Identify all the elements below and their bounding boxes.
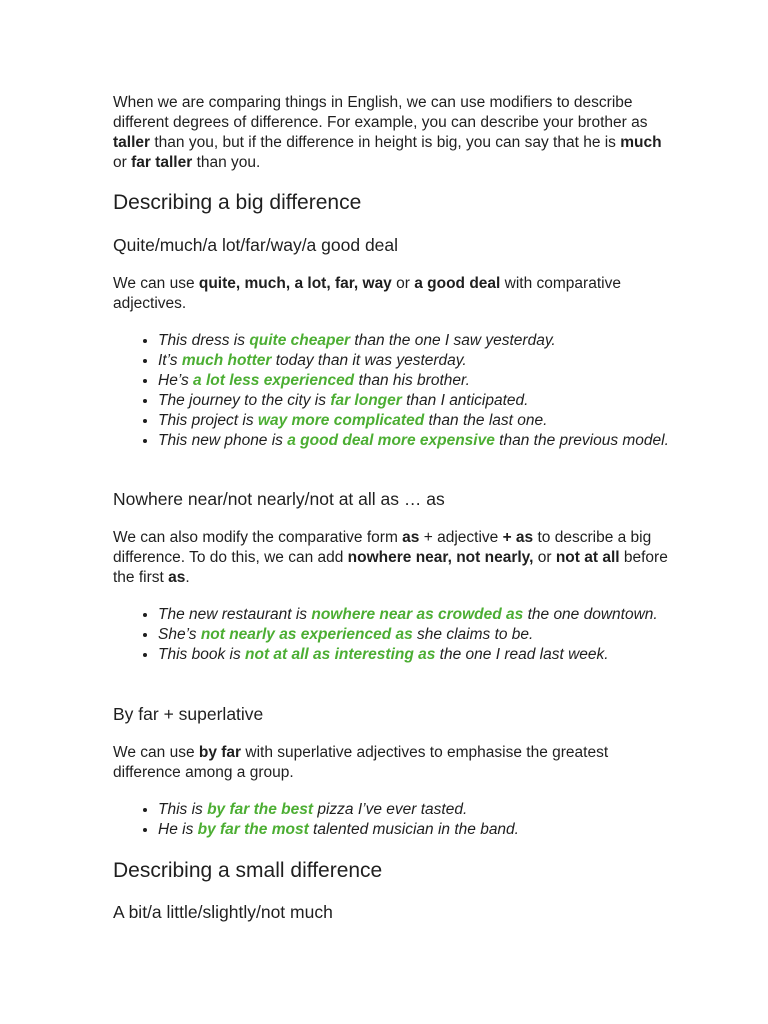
example-item: [158, 371, 698, 391]
example-post: pizza I’ve ever tasted.: [313, 801, 468, 818]
quite-examples-list: [113, 331, 698, 451]
intro-paragraph: [113, 93, 673, 173]
example-pre: She’s: [158, 626, 201, 643]
example-item: [158, 391, 698, 411]
example-highlight: a lot less experienced: [193, 372, 355, 389]
nowhere-examples-list: [113, 605, 698, 665]
example-post: she claims to be.: [412, 626, 534, 643]
example-post: than I anticipated.: [401, 392, 529, 409]
intro-text-3: or: [113, 154, 132, 171]
example-post: the one downtown.: [523, 606, 658, 623]
nowhere-bold-4: not at all: [555, 549, 620, 566]
example-post: than the last one.: [424, 412, 548, 429]
quite-text-2: or: [391, 275, 415, 292]
example-pre: He’s: [158, 372, 194, 389]
example-highlight: quite cheaper: [249, 332, 351, 349]
example-pre: This book is: [158, 646, 246, 663]
nowhere-text-4: or: [533, 549, 556, 566]
nowhere-paragraph: [113, 528, 673, 588]
example-item: [158, 605, 698, 625]
quite-bold-2: a good deal: [414, 275, 501, 292]
example-pre: This dress is: [158, 332, 250, 349]
example-post: than the previous model.: [494, 432, 669, 449]
example-pre: This new phone is: [158, 432, 288, 449]
example-post: talented musician in the band.: [308, 821, 519, 838]
nowhere-bold-5: as: [168, 569, 186, 586]
byfar-text-1: We can use: [113, 744, 199, 761]
example-pre: He is: [158, 821, 198, 838]
example-highlight: far longer: [330, 392, 402, 409]
example-highlight: a good deal more expensive: [287, 432, 495, 449]
quite-paragraph: [113, 274, 673, 314]
example-post: than the one I saw yesterday.: [350, 332, 556, 349]
example-highlight: by far the best: [207, 801, 314, 818]
nowhere-bold-3: nowhere near, not nearly,: [347, 549, 534, 566]
example-item: [158, 625, 698, 645]
nowhere-text-2: + adjective: [419, 529, 503, 546]
nowhere-text-3: to describe a big difference. To do this, we can add: [113, 529, 652, 566]
example-post: today than it was yesterday.: [271, 352, 467, 369]
intro-text-4: than you.: [192, 154, 261, 171]
heading-a-bit: A bit/a little/slightly/not much: [113, 902, 333, 922]
byfar-paragraph: [113, 743, 673, 783]
nowhere-text-1: We can also modify the comparative form: [113, 529, 403, 546]
example-post: than his brother.: [354, 372, 470, 389]
intro-bold-far-taller: far taller: [131, 154, 193, 171]
example-pre: This project is: [158, 412, 258, 429]
nowhere-bold-1: as: [402, 529, 420, 546]
example-pre: The journey to the city is: [158, 392, 331, 409]
example-highlight: by far the most: [197, 821, 309, 838]
example-pre: The new restaurant is: [158, 606, 312, 623]
byfar-examples-list: [113, 800, 698, 840]
example-item: [158, 331, 698, 351]
quite-bold-1: quite, much, a lot, far, way: [198, 275, 392, 292]
nowhere-text-6: .: [185, 569, 190, 586]
intro-bold-much: much: [620, 134, 662, 151]
example-item: [158, 800, 698, 820]
example-highlight: not at all as interesting as: [245, 646, 436, 663]
quite-text-1: We can use: [113, 275, 199, 292]
example-pre: This is: [158, 801, 208, 818]
example-post: the one I read last week.: [435, 646, 609, 663]
byfar-bold-1: by far: [198, 744, 242, 761]
intro-text-1: When we are comparing things in English, we can use modifiers to describe different degrees of difference. For example, you can describe your brother as: [113, 94, 648, 131]
nowhere-bold-2: + as: [502, 529, 534, 546]
heading-nowhere-near: Nowhere near/not nearly/not at all as … as: [113, 489, 445, 509]
example-item: [158, 645, 698, 665]
intro-bold-taller: taller: [113, 134, 151, 151]
example-highlight: much hotter: [181, 352, 272, 369]
example-item: [158, 351, 698, 371]
example-item: [158, 411, 698, 431]
example-pre: It’s: [158, 352, 182, 369]
quite-text-3: with comparative adjectives.: [113, 275, 621, 312]
heading-big-difference: Describing a big difference: [113, 191, 362, 214]
nowhere-text-5: before the first: [113, 549, 668, 586]
example-highlight: way more complicated: [257, 412, 425, 429]
heading-by-far: By far + superlative: [113, 704, 264, 724]
heading-small-difference: Describing a small difference: [113, 859, 383, 882]
intro-text-2: than you, but if the difference in height is big, you can say that he is: [150, 134, 621, 151]
example-highlight: nowhere near as crowded as: [311, 606, 524, 623]
byfar-text-2: with superlative adjectives to emphasise the greatest difference among a group.: [113, 744, 609, 781]
example-item: [158, 820, 698, 840]
heading-quite-much: Quite/much/a lot/far/way/a good deal: [113, 235, 399, 255]
example-item: [158, 431, 698, 451]
example-highlight: not nearly as experienced as: [200, 626, 413, 643]
